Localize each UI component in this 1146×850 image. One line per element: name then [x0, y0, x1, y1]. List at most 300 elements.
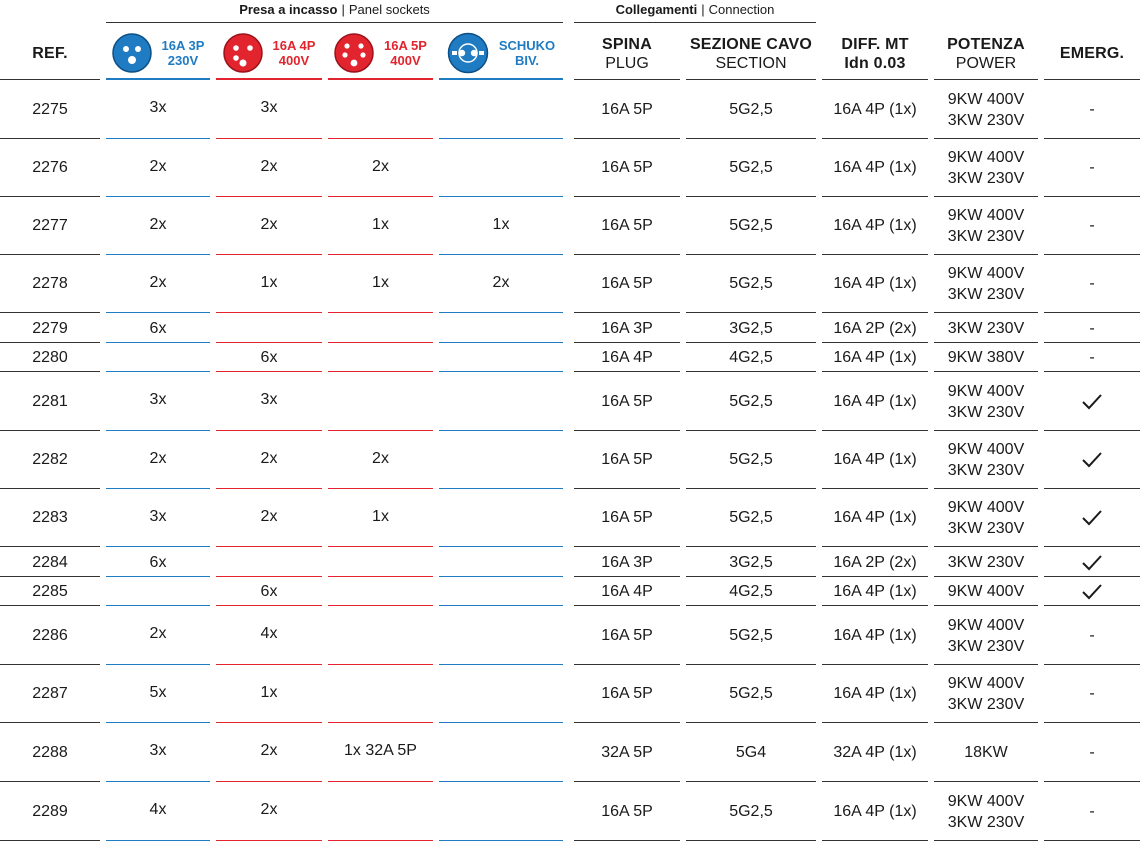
table-row [0, 724, 1146, 782]
cell-s1 [106, 666, 210, 723]
cell-s3 [328, 578, 433, 606]
cell-emerg [1044, 373, 1140, 431]
group-header-sockets [106, 0, 563, 23]
cell-s4 [439, 724, 563, 782]
section-value: 5G4 [735, 743, 767, 761]
cell-s1 [106, 315, 210, 343]
plug-value: 16A 5P [601, 275, 653, 292]
table-row [0, 373, 1146, 431]
cell-plug [574, 578, 680, 606]
cell-diff [822, 81, 928, 139]
power-line-1: 3KW 230V [947, 320, 1025, 337]
cell-section [686, 783, 816, 841]
cell-s1 [106, 140, 210, 197]
cell-section [686, 432, 816, 489]
diff-value: 16A 4P (1x) [833, 685, 917, 702]
plug-value: 16A 4P [601, 582, 653, 600]
header-power [934, 28, 1038, 80]
power-line-1: 9KW 400V [947, 792, 1025, 810]
cell-section [686, 666, 816, 723]
cell-emerg [1044, 490, 1140, 547]
table-row [0, 666, 1146, 723]
ref-value: 2276 [32, 159, 68, 176]
section-value: 4G2,5 [729, 348, 773, 366]
cell-power [934, 549, 1038, 577]
ref-value: 2280 [32, 348, 68, 366]
cell-ref [0, 315, 100, 343]
s3-value: 1x [372, 274, 389, 291]
power-line-1: 9KW 400V [947, 583, 1025, 600]
cell-diff [822, 344, 928, 372]
power-line-2: 3KW 230V [947, 403, 1025, 421]
diff-value: 32A 4P (1x) [833, 743, 917, 761]
table-row [0, 490, 1146, 547]
cell-diff [822, 490, 928, 547]
cell-s2 [216, 783, 322, 841]
cell-emerg [1044, 666, 1140, 723]
header-socket-16a-5p-l1: 16A 5P [384, 38, 427, 53]
cell-ref [0, 198, 100, 255]
power-line-1: 9KW 400V [947, 90, 1025, 108]
diff-value: 16A 4P (1x) [833, 509, 917, 526]
s1-value: 2x [149, 450, 167, 467]
cell-diff [822, 256, 928, 313]
cell-ref [0, 256, 100, 313]
emerg-value: - [1089, 626, 1095, 644]
s1-value: 4x [149, 801, 167, 818]
socket-16a-3p-icon [112, 33, 152, 73]
ref-value: 2279 [32, 319, 68, 337]
header-ref-label: REF. [32, 44, 68, 62]
cell-emerg [1044, 783, 1140, 841]
power-line-1: 9KW 400V [947, 382, 1025, 400]
section-value: 5G2,5 [729, 451, 773, 468]
cell-power [934, 578, 1038, 606]
cell-s4 [439, 315, 563, 343]
cell-diff [822, 432, 928, 489]
s2-value: 2x [260, 216, 278, 233]
group-header-sockets-sep: | [341, 2, 345, 17]
section-value: 5G2,5 [729, 100, 773, 118]
cell-s4 [439, 198, 563, 255]
plug-value: 16A 5P [601, 100, 653, 118]
table-row [0, 783, 1146, 841]
table-row [0, 607, 1146, 665]
cell-s4 [439, 256, 563, 313]
table-row [0, 81, 1146, 139]
cell-diff [822, 373, 928, 431]
cell-power [934, 344, 1038, 372]
diff-value: 16A 2P (2x) [833, 319, 917, 337]
checkmark-icon [1081, 553, 1103, 573]
section-value: 5G2,5 [729, 392, 773, 410]
section-value: 5G2,5 [729, 275, 773, 292]
power-line-2: 3KW 230V [947, 462, 1025, 479]
socket-16a-4p-icon [223, 33, 263, 73]
header-socket-16a-4p [216, 28, 322, 80]
cell-section [686, 724, 816, 782]
cell-s2 [216, 549, 322, 577]
header-power-it: POTENZA [947, 35, 1025, 53]
header-socket-16a-4p-l1: 16A 4P [272, 38, 316, 53]
cell-section [686, 373, 816, 431]
ref-value: 2281 [32, 392, 68, 410]
power-line-1: 9KW 400V [947, 499, 1025, 516]
cell-s2 [216, 490, 322, 547]
cell-s3 [328, 315, 433, 343]
power-line-2: 3KW 230V [947, 111, 1025, 129]
cell-ref [0, 490, 100, 547]
cell-s2 [216, 315, 322, 343]
cell-s4 [439, 140, 563, 197]
cell-ref [0, 344, 100, 372]
ref-value: 2282 [32, 451, 68, 468]
plug-value: 16A 5P [601, 159, 653, 176]
header-plug-en: PLUG [605, 54, 649, 72]
group-header-connection-en: Connection [708, 2, 775, 17]
power-line-1: 9KW 400V [947, 441, 1025, 458]
cell-s4 [439, 783, 563, 841]
table-row [0, 578, 1146, 606]
section-value: 5G2,5 [729, 802, 773, 820]
header-socket-16a-3p-l1: 16A 3P [161, 38, 205, 53]
cell-s2 [216, 198, 322, 255]
cell-power [934, 783, 1038, 841]
section-value: 5G2,5 [729, 626, 773, 644]
cell-plug [574, 724, 680, 782]
s4-value: 2x [492, 274, 510, 291]
plug-value: 16A 5P [601, 802, 653, 820]
s2-value: 3x [260, 99, 278, 116]
header-emerg [1044, 28, 1140, 80]
power-line-1: 9KW 400V [947, 675, 1025, 692]
cell-power [934, 607, 1038, 665]
plug-value: 16A 5P [601, 392, 653, 410]
cell-s4 [439, 432, 563, 489]
cell-emerg [1044, 724, 1140, 782]
s1-value: 3x [149, 508, 167, 525]
cell-s2 [216, 140, 322, 197]
cell-s1 [106, 578, 210, 606]
cell-section [686, 578, 816, 606]
s2-value: 4x [260, 625, 278, 642]
cell-plug [574, 140, 680, 197]
cell-s1 [106, 783, 210, 841]
cell-s3 [328, 198, 433, 255]
ref-value: 2289 [32, 802, 68, 820]
cell-section [686, 198, 816, 255]
cell-s1 [106, 344, 210, 372]
plug-value: 16A 4P [601, 348, 653, 366]
power-line-1: 9KW 400V [947, 616, 1025, 634]
cell-s1 [106, 432, 210, 489]
table-row [0, 432, 1146, 489]
ref-value: 2277 [32, 217, 68, 234]
s1-value: 6x [149, 554, 167, 571]
cell-s3 [328, 140, 433, 197]
s2-value: 2x [260, 508, 278, 525]
cell-ref [0, 432, 100, 489]
cell-power [934, 81, 1038, 139]
cell-emerg [1044, 81, 1140, 139]
cell-s4 [439, 344, 563, 372]
group-header-connection-it: Collegamenti [615, 2, 698, 17]
cell-plug [574, 256, 680, 313]
cell-power [934, 490, 1038, 547]
header-socket-schuko-label [499, 38, 555, 68]
cell-section [686, 81, 816, 139]
s3-value: 1x 32A 5P [344, 742, 417, 759]
cell-power [934, 140, 1038, 197]
cell-s1 [106, 198, 210, 255]
header-plug-it: SPINA [602, 35, 652, 53]
header-diff-l2: Idn 0.03 [844, 54, 906, 72]
s1-value: 2x [149, 625, 167, 642]
power-line-1: 9KW 400V [947, 265, 1025, 282]
checkmark-icon [1081, 392, 1103, 412]
s2-value: 2x [260, 450, 278, 467]
diff-value: 16A 4P (1x) [833, 582, 917, 600]
cell-diff [822, 724, 928, 782]
ref-value: 2283 [32, 509, 68, 526]
power-line-1: 18KW [964, 744, 1008, 761]
emerg-value: - [1089, 217, 1095, 234]
power-line-1: 9KW 400V [947, 207, 1025, 224]
cell-diff [822, 140, 928, 197]
cell-s1 [106, 256, 210, 313]
cell-diff [822, 578, 928, 606]
emerg-value: - [1089, 100, 1095, 118]
cell-ref [0, 578, 100, 606]
power-line-2: 3KW 230V [947, 228, 1025, 245]
ref-value: 2284 [32, 553, 68, 571]
cell-emerg [1044, 549, 1140, 577]
s2-value: 6x [260, 349, 278, 366]
cell-emerg [1044, 607, 1140, 665]
group-header-connection-sep: | [701, 2, 705, 17]
cell-plug [574, 549, 680, 577]
cell-s2 [216, 81, 322, 139]
emerg-value: - [1089, 685, 1095, 702]
s2-value: 1x [260, 684, 278, 701]
cell-plug [574, 783, 680, 841]
s3-value: 2x [372, 158, 389, 175]
header-socket-16a-5p-label [384, 38, 427, 68]
power-line-2: 3KW 230V [947, 696, 1025, 713]
diff-value: 16A 4P (1x) [833, 217, 917, 234]
header-power-en: POWER [955, 54, 1017, 72]
cell-emerg [1044, 140, 1140, 197]
power-line-2: 3KW 230V [947, 170, 1025, 187]
cell-emerg [1044, 256, 1140, 313]
header-plug [574, 28, 680, 80]
power-line-1: 3KW 230V [947, 554, 1025, 571]
cell-ref [0, 783, 100, 841]
emerg-value: - [1089, 802, 1095, 820]
cell-s3 [328, 432, 433, 489]
cell-s3 [328, 344, 433, 372]
s3-value: 2x [372, 450, 389, 467]
cell-s3 [328, 783, 433, 841]
cell-s1 [106, 81, 210, 139]
cell-s3 [328, 81, 433, 139]
cell-power [934, 724, 1038, 782]
cell-section [686, 607, 816, 665]
section-value: 5G2,5 [729, 217, 773, 234]
section-value: 5G2,5 [729, 509, 773, 526]
cell-s3 [328, 666, 433, 723]
cell-plug [574, 607, 680, 665]
s1-value: 6x [149, 320, 167, 337]
diff-value: 16A 2P (2x) [833, 553, 917, 571]
header-socket-16a-3p [106, 28, 210, 80]
cell-ref [0, 81, 100, 139]
cell-plug [574, 432, 680, 489]
cell-diff [822, 666, 928, 723]
diff-value: 16A 4P (1x) [833, 451, 917, 468]
plug-value: 16A 5P [601, 509, 653, 526]
ref-value: 2275 [32, 100, 68, 118]
power-line-1: 9KW 380V [947, 349, 1025, 366]
header-socket-16a-4p-l2: 400V [278, 53, 310, 68]
ref-value: 2286 [32, 626, 68, 644]
cell-s1 [106, 373, 210, 431]
cell-diff [822, 783, 928, 841]
cell-ref [0, 607, 100, 665]
cell-power [934, 198, 1038, 255]
diff-value: 16A 4P (1x) [833, 100, 917, 118]
group-header-sockets-en: Panel sockets [348, 2, 430, 17]
cell-s4 [439, 373, 563, 431]
cell-section [686, 549, 816, 577]
table-row [0, 198, 1146, 255]
header-diff [822, 28, 928, 80]
cell-s4 [439, 578, 563, 606]
table-row [0, 140, 1146, 197]
cell-s2 [216, 256, 322, 313]
table-row [0, 315, 1146, 343]
cell-s1 [106, 549, 210, 577]
cell-plug [574, 315, 680, 343]
cell-ref [0, 724, 100, 782]
plug-value: 16A 5P [601, 685, 653, 702]
header-socket-schuko-l1: SCHUKO [498, 38, 556, 53]
cell-plug [574, 666, 680, 723]
power-line-1: 9KW 400V [947, 149, 1025, 166]
plug-value: 32A 5P [601, 743, 653, 761]
s1-value: 2x [149, 216, 167, 233]
ref-value: 2288 [32, 743, 68, 761]
header-section-it: SEZIONE CAVO [689, 35, 813, 53]
cell-emerg [1044, 578, 1140, 606]
ref-value: 2285 [32, 582, 68, 600]
power-line-2: 3KW 230V [947, 520, 1025, 537]
cell-s4 [439, 666, 563, 723]
s1-value: 3x [149, 742, 167, 759]
plug-value: 16A 5P [601, 626, 653, 644]
cell-s1 [106, 490, 210, 547]
header-socket-16a-5p-l2: 400V [390, 53, 421, 68]
s2-value: 6x [260, 583, 278, 600]
s1-value: 5x [149, 684, 167, 701]
cell-emerg [1044, 344, 1140, 372]
checkmark-icon [1081, 582, 1103, 602]
s1-value: 2x [149, 158, 167, 175]
emerg-value: - [1089, 348, 1095, 366]
cell-s4 [439, 490, 563, 547]
cell-s1 [106, 724, 210, 782]
cell-section [686, 315, 816, 343]
diff-value: 16A 4P (1x) [833, 626, 917, 644]
cell-diff [822, 198, 928, 255]
cell-plug [574, 373, 680, 431]
plug-value: 16A 5P [601, 217, 653, 234]
cell-s3 [328, 490, 433, 547]
cell-emerg [1044, 432, 1140, 489]
checkmark-icon [1081, 508, 1103, 528]
s2-value: 2x [260, 742, 278, 759]
s2-value: 3x [260, 391, 278, 408]
cell-s4 [439, 81, 563, 139]
table-row [0, 344, 1146, 372]
cell-ref [0, 140, 100, 197]
emerg-value: - [1089, 159, 1095, 176]
cell-power [934, 315, 1038, 343]
checkmark-icon [1081, 450, 1103, 470]
cell-s3 [328, 256, 433, 313]
emerg-value: - [1089, 743, 1095, 761]
emerg-value: - [1089, 275, 1095, 292]
group-header-connection [574, 0, 816, 23]
cell-plug [574, 198, 680, 255]
cell-s3 [328, 607, 433, 665]
cell-ref [0, 549, 100, 577]
cell-s3 [328, 549, 433, 577]
s2-value: 1x [260, 274, 278, 291]
cell-diff [822, 315, 928, 343]
table-row [0, 549, 1146, 577]
header-socket-schuko-l2: BIV. [514, 53, 540, 68]
s2-value: 2x [260, 158, 278, 175]
section-value: 3G2,5 [729, 319, 773, 337]
header-section [686, 28, 816, 80]
diff-value: 16A 4P (1x) [833, 392, 917, 410]
cell-section [686, 256, 816, 313]
cell-ref [0, 666, 100, 723]
cell-s2 [216, 432, 322, 489]
cell-s2 [216, 344, 322, 372]
header-emerg-label: EMERG. [1059, 44, 1125, 62]
ref-value: 2278 [32, 275, 68, 292]
header-diff-l1: DIFF. MT [841, 35, 909, 53]
header-socket-16a-5p [328, 28, 433, 80]
cell-s3 [328, 373, 433, 431]
cell-s2 [216, 607, 322, 665]
cell-s2 [216, 578, 322, 606]
s3-value: 1x [372, 216, 389, 233]
cell-diff [822, 549, 928, 577]
diff-value: 16A 4P (1x) [833, 275, 917, 292]
header-socket-schuko [439, 28, 563, 80]
socket-16a-5p-icon [334, 33, 374, 73]
cell-power [934, 373, 1038, 431]
diff-value: 16A 4P (1x) [833, 802, 917, 820]
diff-value: 16A 4P (1x) [833, 348, 917, 366]
cell-s2 [216, 373, 322, 431]
ref-value: 2287 [32, 685, 68, 702]
emerg-value: - [1089, 319, 1095, 337]
s1-value: 2x [149, 274, 167, 291]
